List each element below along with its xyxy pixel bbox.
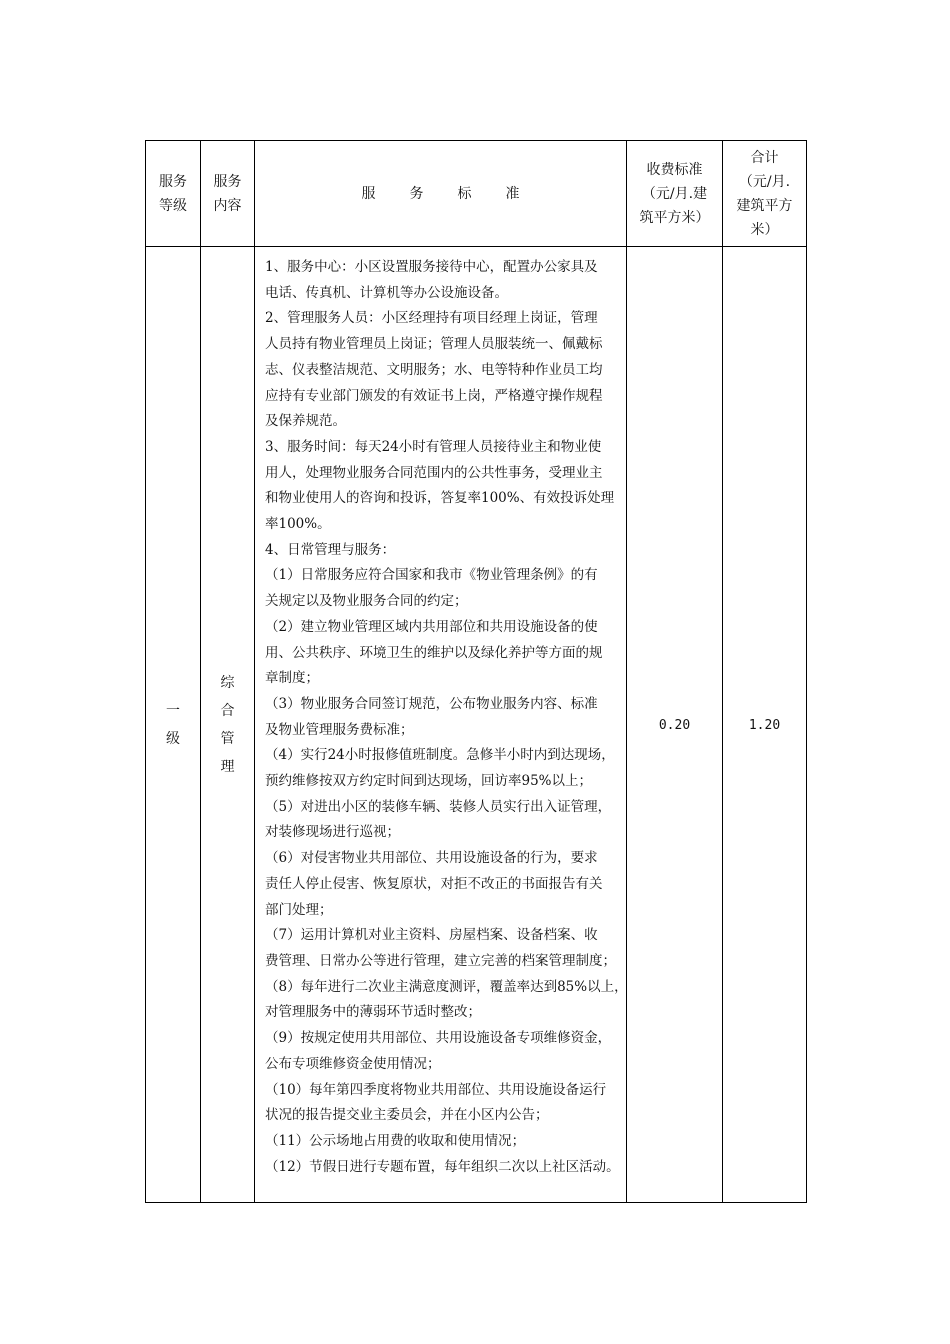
- total-value: 1.20: [748, 717, 781, 733]
- standard-line: （6）对侵害物业共用部位、共用设施设备的行为，要求: [265, 850, 598, 867]
- standard-line: 和物业使用人的咨询和投诉，答复率100%、有效投诉处理: [265, 490, 615, 507]
- standard-line: 章制度；: [265, 670, 319, 687]
- service-standard-table: [145, 140, 807, 1203]
- standard-line: 1、服务中心：小区设置服务接待中心，配置办公家具及: [265, 259, 598, 275]
- standard-line: （8）每年进行二次业主满意度测评，覆盖率达到85%以上，: [265, 978, 628, 995]
- standard-line: 责任人停止侵害、恢复原状，对拒不改正的书面报告有关: [265, 875, 603, 892]
- standard-line: （1）日常服务应符合国家和我市《物业管理条例》的有: [265, 567, 598, 584]
- cell-content: [201, 247, 255, 1203]
- table-header-row: [146, 141, 807, 247]
- level-text: 一级: [166, 702, 180, 747]
- standard-line: 人员持有物业管理员上岗证；管理人员服装统一、佩戴标: [265, 336, 603, 353]
- standard-line: 对装修现场进行巡视；: [265, 824, 400, 841]
- standard-line: 公布专项维修资金使用情况；: [265, 1055, 441, 1072]
- standard-line: 部门处理；: [265, 901, 333, 918]
- standard-line: （4）实行24小时报修值班制度。急修半小时内到达现场，: [265, 747, 615, 764]
- header-level: 服务等级: [146, 141, 201, 247]
- header-standard: 服务标准: [255, 141, 627, 247]
- cell-total: [723, 247, 807, 1203]
- standard-line: 2、管理服务人员：小区经理持有项目经理上岗证，管理: [265, 310, 598, 327]
- header-content: 服务内容: [201, 141, 255, 247]
- standard-line: （10）每年第四季度将物业共用部位、共用设施设备运行: [265, 1081, 607, 1098]
- header-fee: 收费标准 （元/月.建 筑平方米）: [627, 141, 723, 247]
- standard-line: （7）运用计算机对业主资料、房屋档案、设备档案、收: [265, 927, 598, 944]
- standard-line: 4、日常管理与服务：: [265, 541, 396, 558]
- cell-fee: [627, 247, 723, 1203]
- standard-line: 对管理服务中的薄弱环节适时整改；: [265, 1004, 481, 1021]
- standard-line: 及物业管理服务费标准；: [265, 721, 414, 738]
- table-row: [146, 247, 807, 1203]
- standard-line: （2）建立物业管理区域内共用部位和共用设施设备的使: [265, 618, 598, 635]
- standard-line: （3）物业服务合同签订规范，公布物业服务内容、标准: [265, 695, 598, 712]
- standard-line: 应持有专业部门颁发的有效证书上岗，严格遵守操作规程: [265, 387, 603, 404]
- standard-line: （12）节假日进行专题布置，每年组织二次以上社区活动。: [265, 1158, 620, 1175]
- standard-line: （9）按规定使用共用部位、共用设施设备专项维修资金，: [265, 1030, 612, 1047]
- standard-line: 及保养规范。: [265, 413, 346, 430]
- cell-level: [146, 247, 201, 1203]
- standard-line: 电话、传真机、计算机等办公设施设备。: [265, 284, 508, 301]
- standard-line: （11）公示场地占用费的收取和使用情况；: [265, 1132, 526, 1149]
- standard-line: 志、仪表整洁规范、文明服务；水、电等特种作业员工均: [265, 361, 603, 378]
- standard-line: 用、公共秩序、环境卫生的维护以及绿化养护等方面的规: [265, 644, 603, 661]
- standard-line: 关规定以及物业服务合同的约定；: [265, 593, 468, 610]
- standard-text: [265, 255, 628, 1180]
- standard-line: （5）对进出小区的装修车辆、装修人员实行出入证管理，: [265, 798, 612, 815]
- standard-line: 费管理、日常办公等进行管理，建立完善的档案管理制度；: [265, 952, 616, 969]
- standard-line: 状况的报告提交业主委员会，并在小区内公告；: [265, 1107, 549, 1124]
- header-total: 合计 （元/月. 建筑平方 米）: [723, 141, 807, 247]
- fee-value: 0.20: [658, 717, 691, 733]
- content-text: 综合管理: [220, 674, 235, 775]
- standard-line: 率100%。: [265, 516, 331, 533]
- standard-line: 3、服务时间：每天24小时有管理人员接待业主和物业使: [265, 438, 602, 455]
- cell-standard: [255, 247, 627, 1203]
- standard-line: 用人，处理物业服务合同范围内的公共性事务，受理业主: [265, 464, 603, 481]
- standard-line: 预约维修按双方约定时间到达现场，回访率95%以上；: [265, 773, 593, 790]
